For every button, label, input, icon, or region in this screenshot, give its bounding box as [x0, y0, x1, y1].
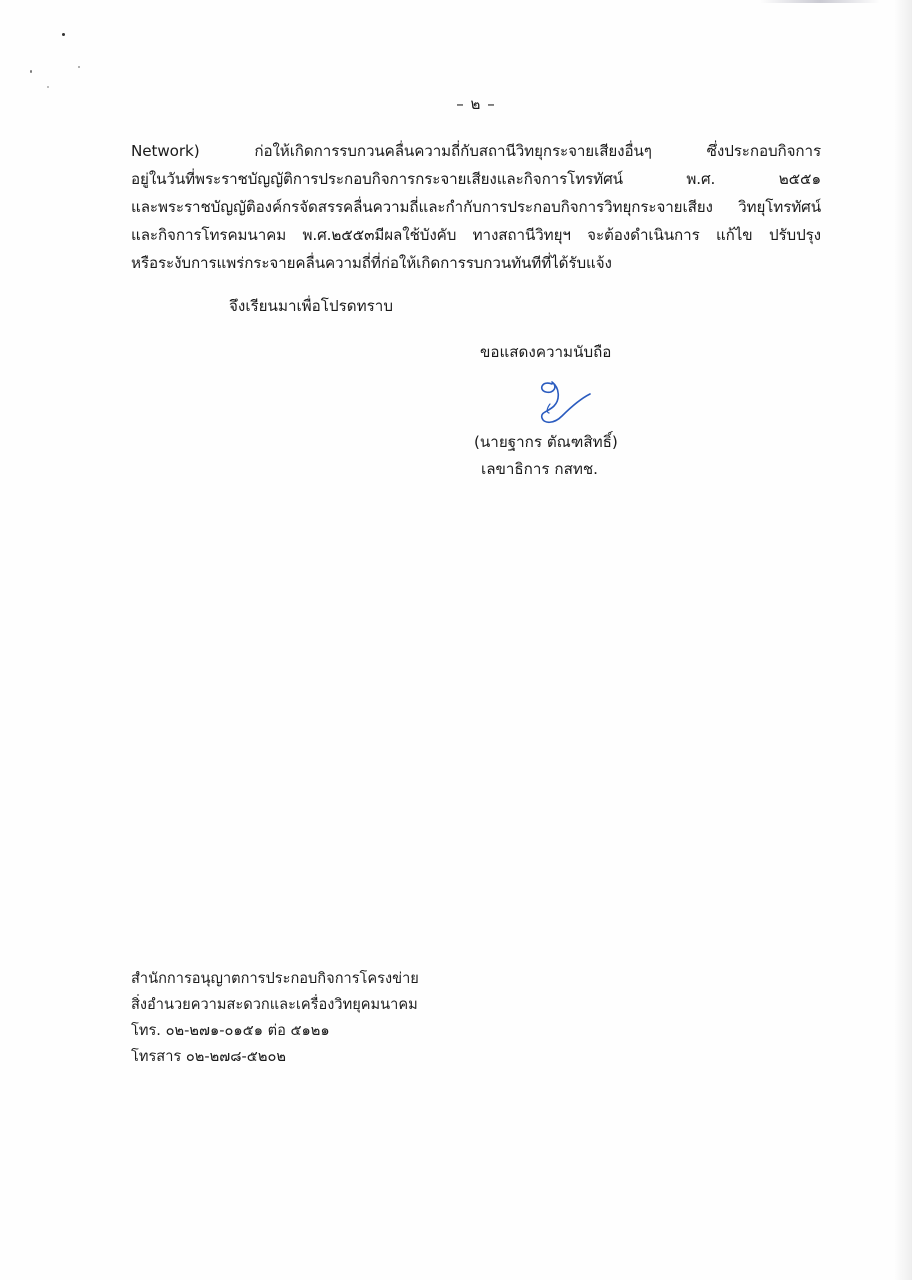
body-line: หรือระงับการแพร่กระจายคลื่นความถี่ที่ก่อให้เกิดการรบกวนทันทีที่ได้รับแจ้ง: [131, 254, 612, 272]
body-paragraph: [131, 137, 821, 277]
body-line: และพระราชบัญญัติองค์กรจัดสรรคลื่นความถี่และกำกับการประกอบกิจการวิทยุกระจายเสียง วิทยุโทรทัศน์: [131, 198, 821, 216]
page-edge-shadow: [894, 0, 912, 1280]
signer-title: เลขาธิการ กสทช.: [481, 460, 598, 478]
scan-speck: [47, 86, 49, 88]
scan-speck: [62, 33, 65, 36]
scan-smudge: [760, 0, 880, 3]
office-name-line-2: สิ่งอำนวยความสะดวกและเครื่องวิทยุคมนาคม: [131, 996, 418, 1013]
body-line: Network) ก่อให้เกิดการรบกวนคลื่นความถี่กับสถานีวิทยุกระจายเสียงอื่นๆ ซึ่งประกอบกิจการ: [131, 142, 821, 160]
greeting-line: จึงเรียนมาเพื่อโปรดทราบ: [229, 297, 393, 315]
scan-speck: [30, 70, 32, 73]
body-line: และกิจการโทรคมนาคม พ.ศ.๒๕๕๓มีผลใช้บังคับ ทางสถานีวิทยุฯ จะต้องดำเนินการ แก้ไข ปรับปรุง: [131, 226, 821, 244]
office-name-line-1: สำนักการอนุญาตการประกอบกิจการโครงข่าย: [131, 970, 419, 987]
signer-name: (นายฐากร ตัณฑสิทธิ์): [474, 433, 618, 451]
contact-footer: [131, 966, 419, 1070]
page-number: – ๒ –: [456, 95, 496, 113]
body-line: อยู่ในวันที่พระราชบัญญัติการประกอบกิจการกระจายเสียงและกิจการโทรทัศน์ พ.ศ. ๒๕๕๑: [131, 170, 821, 188]
phone-number: โทร. ๐๒-๒๗๑-๐๑๕๑ ต่อ ๕๑๒๑: [131, 1022, 330, 1039]
scan-speck: [78, 66, 80, 68]
fax-number: โทรสาร ๐๒-๒๗๘-๕๒๐๒: [131, 1048, 286, 1065]
closing-salutation: ขอแสดงความนับถือ: [480, 343, 612, 361]
